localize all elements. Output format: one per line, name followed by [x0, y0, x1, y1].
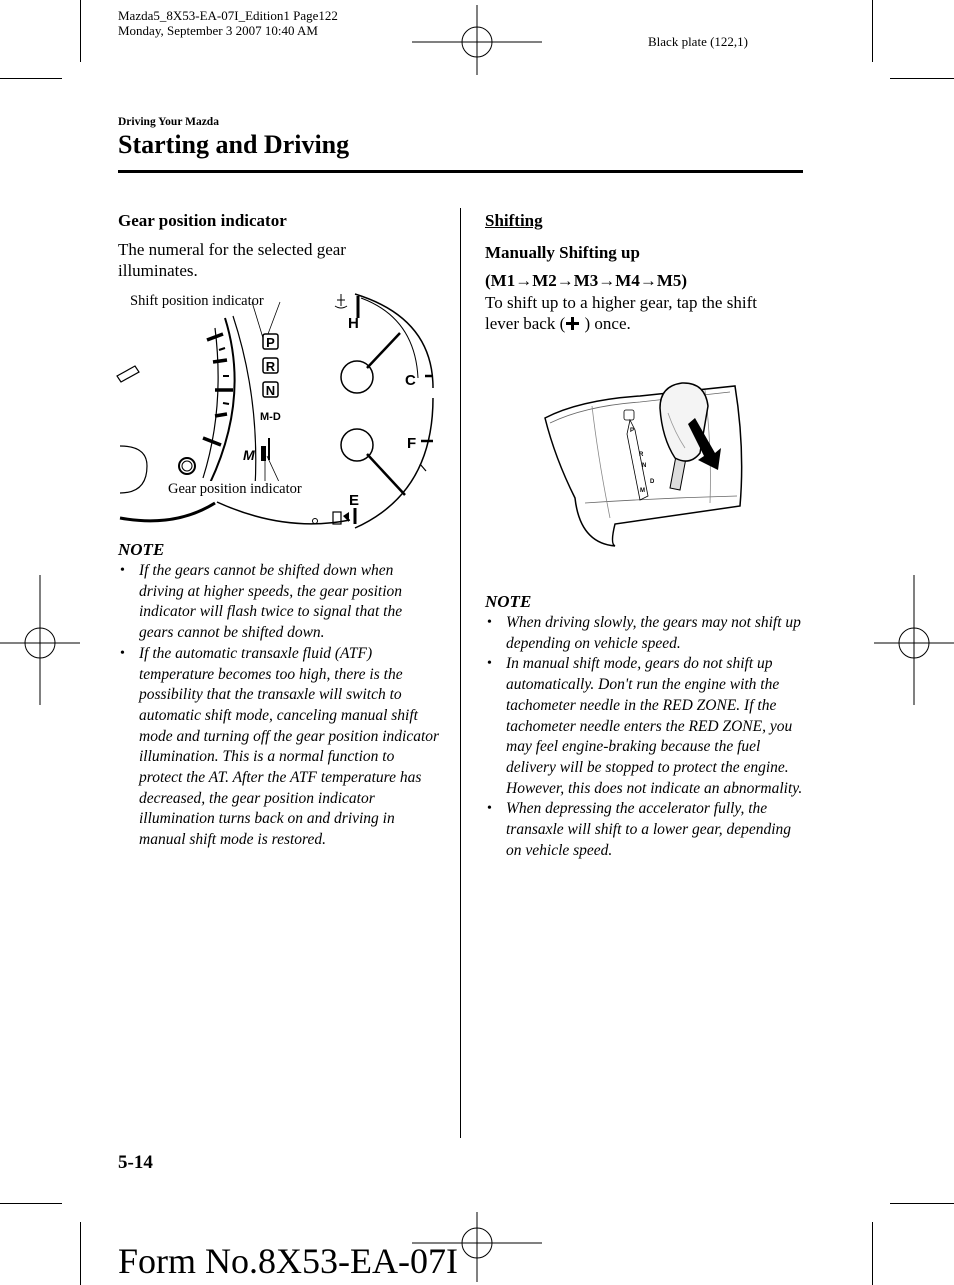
gear-letter-n: N	[265, 383, 276, 398]
crop-mark	[0, 1203, 62, 1204]
note-item: • When depressing the accelerator fully, the transaxle will shift to a lower gear, depending on vehicle speed.	[485, 799, 803, 861]
crop-mark	[872, 1222, 873, 1285]
temp-c-label: C	[405, 372, 416, 389]
note-item: • When driving slowly, the gears may not shift up depending on vehicle speed.	[485, 613, 803, 654]
note-item: • In manual shift mode, gears do not shift up automatically. Don't run the engine with the tachometer needle in the RED ZONE. If the tachometer needle enters the RED ZONE, you may feel engine-braking because the fuel delivery will be stopped to protect the engine. However, this does not indicate an abnormality.	[485, 654, 803, 799]
shifting-heading: Shifting	[485, 211, 543, 230]
plus-icon	[565, 315, 580, 330]
temp-h-label: H	[348, 315, 359, 332]
section-label: Driving Your Mazda	[118, 116, 219, 128]
title-rule	[118, 170, 803, 173]
gear-letter-p: P	[266, 335, 275, 350]
crop-mark	[872, 0, 873, 62]
crop-mark	[80, 0, 81, 62]
page-title: Starting and Driving	[118, 130, 350, 159]
page-number: 5-14	[118, 1152, 153, 1173]
gear-letter-r: R	[265, 359, 276, 374]
right-note-list	[485, 613, 803, 861]
crop-mark	[890, 78, 954, 79]
gate-letter-n: N	[642, 463, 647, 469]
right-note-title: NOTE	[485, 592, 532, 611]
print-file-line: Mazda5_8X53-EA-07I_Edition1 Page122	[118, 8, 338, 23]
registration-mark-top	[412, 5, 542, 75]
crop-mark	[890, 1203, 954, 1204]
shift-position-indicator-label: Shift position indicator	[130, 293, 264, 309]
print-date-line: Monday, September 3 2007 10:40 AM	[118, 23, 318, 38]
column-divider	[460, 208, 461, 1138]
shift-lever-illustration	[540, 378, 750, 550]
gear-indicator-heading: Gear position indicator	[118, 211, 287, 230]
crop-mark	[80, 1222, 81, 1285]
gear-sequence: (M1→M2→M3→M4→M5)	[485, 271, 688, 290]
plate-label: Black plate (122,1)	[648, 34, 748, 49]
registration-mark-left	[0, 575, 80, 705]
crop-mark	[0, 78, 62, 79]
fuel-f-label: F	[407, 435, 417, 452]
gate-letter-r: R	[639, 452, 644, 458]
left-note-list	[118, 561, 440, 851]
gate-letter-p: P	[630, 428, 635, 434]
gate-letter-m: M	[640, 488, 645, 494]
note-item: • If the gears cannot be shifted down when driving at higher speeds, the gear position indicator will flash twice to signal that the gears cannot be shifted down.	[118, 561, 440, 644]
registration-mark-right	[874, 575, 954, 705]
gear-position-indicator-label: Gear position indicator	[168, 481, 302, 497]
gear-indicator-intro: The numeral for the selected gear illuminates.	[118, 240, 346, 280]
instruction-text-before: To shift up to a higher gear, tap the shift lever back (	[485, 293, 757, 333]
fuel-e-label: E	[349, 492, 360, 509]
print-metadata	[118, 8, 338, 38]
shift-up-instruction	[485, 292, 795, 334]
gate-letter-d: D	[650, 479, 655, 485]
md-label: M-D	[260, 411, 281, 423]
m-label: M	[243, 447, 255, 463]
manually-shifting-up-heading: Manually Shifting up	[485, 243, 640, 262]
form-number: Form No.8X53-EA-07I	[118, 1241, 458, 1281]
left-note-title: NOTE	[118, 540, 165, 559]
instruction-text-after: ) once.	[580, 314, 631, 333]
note-item: • If the automatic transaxle fluid (ATF) temperature becomes too high, there is the possibility that the transaxle will switch to automatic shift mode, canceling manual shift mode and turning off the gear position indicator illumination. This is a normal function to protect the AT. After the ATF temperature has decreased, the gear position indicator illumination turns back on and driving in manual shift mode is restored.	[118, 644, 440, 851]
